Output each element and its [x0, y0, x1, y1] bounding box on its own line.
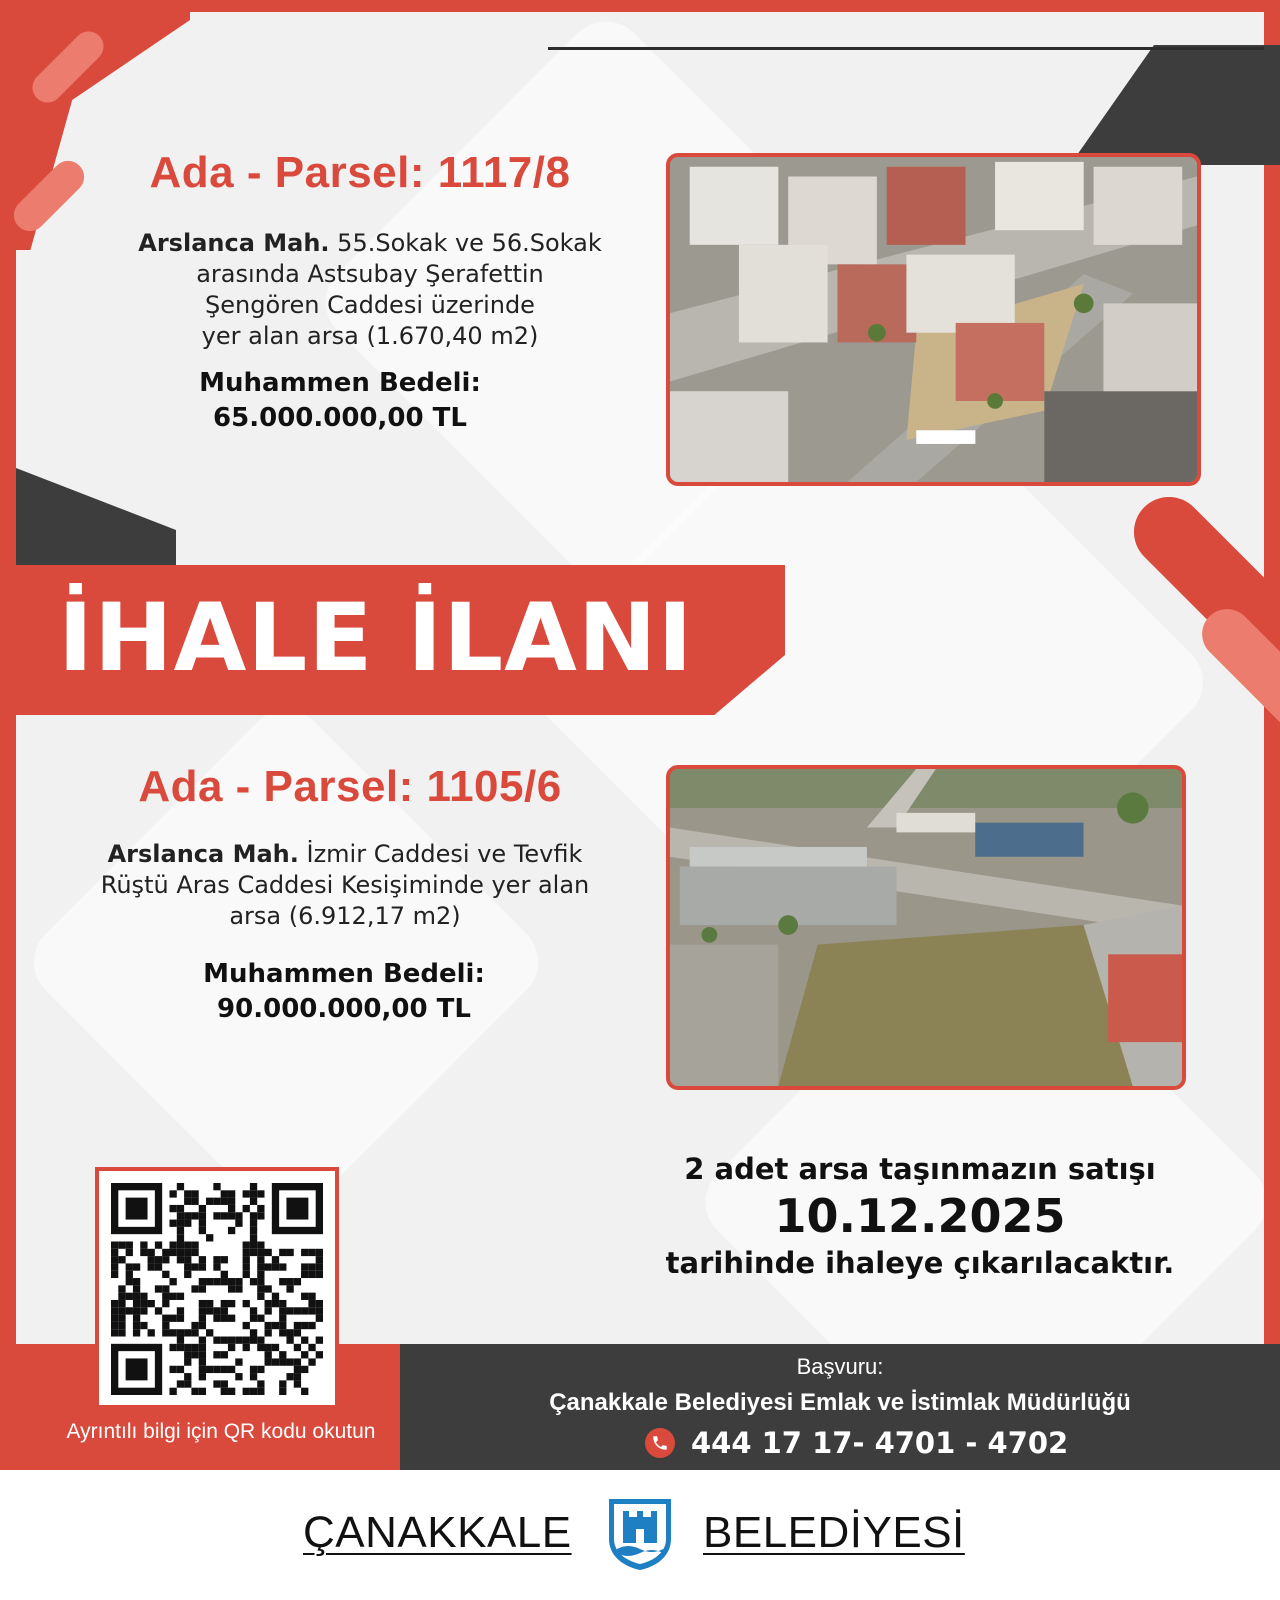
parcel1-price-label: Muhammen Bedeli: — [199, 368, 481, 398]
qr-code-icon — [111, 1183, 323, 1395]
qr-caption: Ayrıntılı bilgi için QR kodu okutun — [66, 1420, 376, 1443]
parcel2-district: Arslanca Mah. — [107, 840, 299, 868]
parcel2-desc-line: İzmir Caddesi ve Tevfik — [306, 840, 583, 868]
parcel2-price-value: 90.000.000,00 TL — [217, 994, 471, 1024]
contact-phone[interactable] — [645, 1423, 1068, 1463]
parcel1-desc-line: Şengören Caddesi üzerinde — [205, 291, 535, 319]
parcel2-desc-line: Rüştü Aras Caddesi Kesişiminde yer alan — [100, 871, 590, 899]
parcel1-desc-line: 55.Sokak ve 56.Sokak — [337, 229, 602, 257]
parcel2-aerial-photo — [666, 765, 1186, 1090]
sale-text-line3: tarihinde ihaleye çıkarılacaktır. — [665, 1246, 1175, 1280]
phone-icon — [645, 1428, 675, 1458]
contact-label: Başvuru: — [796, 1354, 884, 1379]
parcel2-description — [45, 839, 645, 932]
sale-date: 10.12.2025 — [774, 1189, 1066, 1243]
parcel1-desc-line: arasında Astsubay Şerafettin — [196, 260, 544, 288]
aerial-photo-image — [670, 157, 1197, 482]
parcel1-desc-line: yer alan arsa (1.670,40 m2) — [201, 322, 539, 350]
municipality-shield-logo — [605, 1495, 675, 1571]
footer-city-name: ÇANAKKALE — [303, 1508, 572, 1557]
parcel1-district: Arslanca Mah. — [138, 229, 330, 257]
qr-code[interactable] — [95, 1167, 339, 1409]
parcel2-price-label: Muhammen Bedeli: — [203, 959, 485, 989]
parcel1-price — [120, 366, 560, 436]
parcel1-title: Ada - Parsel: 1117/8 — [149, 148, 571, 197]
contact-office: Çanakkale Belediyesi Emlak ve İstimlak Müdürlüğü — [549, 1389, 1131, 1416]
parcel1-aerial-photo — [666, 153, 1201, 486]
announcement-title: İHALE İLANI — [58, 584, 694, 693]
divider-line — [548, 47, 1264, 50]
parcel1-price-value: 65.000.000,00 TL — [213, 403, 467, 433]
parcel2-title: Ada - Parsel: 1105/6 — [138, 762, 562, 811]
sale-info — [630, 1150, 1210, 1282]
parcel2-price — [124, 957, 564, 1027]
parcel1-description — [90, 228, 650, 352]
aerial-photo-image — [670, 769, 1182, 1086]
phone-number: 444 17 17- 4701 - 4702 — [691, 1426, 1069, 1460]
sale-text-line1: 2 adet arsa taşınmazın satışı — [684, 1152, 1156, 1186]
footer-institution-name: BELEDİYESİ — [703, 1508, 965, 1557]
parcel2-desc-line: arsa (6.912,17 m2) — [229, 902, 461, 930]
